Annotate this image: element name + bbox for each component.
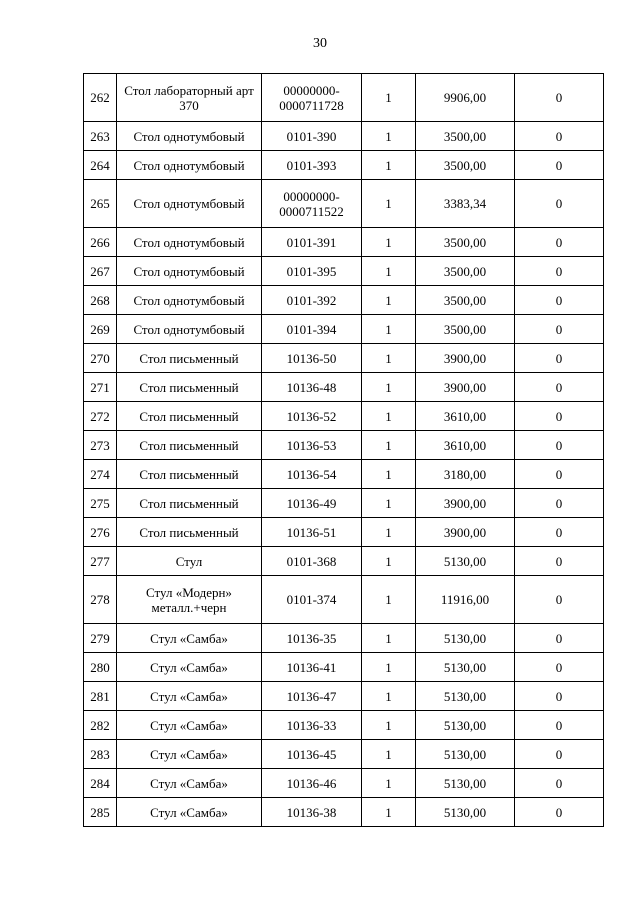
residual-value-cell: 0 [515, 151, 604, 180]
quantity-cell: 1 [362, 257, 416, 286]
inventory-code-cell: 10136-54 [262, 460, 362, 489]
inventory-code-cell: 10136-46 [262, 769, 362, 798]
quantity-cell: 1 [362, 576, 416, 624]
inventory-code-cell: 10136-48 [262, 373, 362, 402]
inventory-code-cell: 0101-392 [262, 286, 362, 315]
residual-value-cell: 0 [515, 315, 604, 344]
row-number-cell: 262 [84, 74, 117, 122]
item-name-cell: Стул «Самба» [117, 740, 262, 769]
row-number-cell: 270 [84, 344, 117, 373]
quantity-cell: 1 [362, 315, 416, 344]
residual-value-cell: 0 [515, 576, 604, 624]
residual-value-cell: 0 [515, 518, 604, 547]
residual-value-cell: 0 [515, 798, 604, 827]
table-row [84, 151, 604, 180]
table-row [84, 344, 604, 373]
residual-value-cell: 0 [515, 122, 604, 151]
item-name-cell: Стол письменный [117, 518, 262, 547]
quantity-cell: 1 [362, 74, 416, 122]
inventory-code-cell: 10136-38 [262, 798, 362, 827]
residual-value-cell: 0 [515, 711, 604, 740]
item-name-cell: Стул [117, 547, 262, 576]
item-name-cell: Стол письменный [117, 402, 262, 431]
item-name-cell: Стул «Самба» [117, 769, 262, 798]
row-number-cell: 263 [84, 122, 117, 151]
inventory-code-cell: 0101-393 [262, 151, 362, 180]
item-name-cell: Стол письменный [117, 373, 262, 402]
table-row [84, 769, 604, 798]
quantity-cell: 1 [362, 431, 416, 460]
row-number-cell: 266 [84, 228, 117, 257]
quantity-cell: 1 [362, 228, 416, 257]
table-row [84, 402, 604, 431]
row-number-cell: 279 [84, 624, 117, 653]
price-cell: 9906,00 [416, 74, 515, 122]
inventory-code-cell: 0101-368 [262, 547, 362, 576]
item-name-cell: Стол лабораторный арт 370 [117, 74, 262, 122]
table-row [84, 489, 604, 518]
row-number-cell: 285 [84, 798, 117, 827]
price-cell: 5130,00 [416, 711, 515, 740]
price-cell: 3383,34 [416, 180, 515, 228]
row-number-cell: 264 [84, 151, 117, 180]
item-name-cell: Стол письменный [117, 489, 262, 518]
residual-value-cell: 0 [515, 653, 604, 682]
quantity-cell: 1 [362, 151, 416, 180]
price-cell: 3500,00 [416, 151, 515, 180]
table-row [84, 74, 604, 122]
table-row [84, 286, 604, 315]
row-number-cell: 276 [84, 518, 117, 547]
item-name-cell: Стол однотумбовый [117, 286, 262, 315]
table-row [84, 228, 604, 257]
inventory-code-cell: 0101-390 [262, 122, 362, 151]
row-number-cell: 275 [84, 489, 117, 518]
quantity-cell: 1 [362, 122, 416, 151]
quantity-cell: 1 [362, 489, 416, 518]
inventory-code-cell: 10136-51 [262, 518, 362, 547]
row-number-cell: 273 [84, 431, 117, 460]
inventory-code-cell: 0101-395 [262, 257, 362, 286]
item-name-cell: Стол однотумбовый [117, 180, 262, 228]
page-number: 30 [313, 36, 327, 51]
residual-value-cell: 0 [515, 286, 604, 315]
quantity-cell: 1 [362, 373, 416, 402]
item-name-cell: Стул «Самба» [117, 682, 262, 711]
price-cell: 3900,00 [416, 373, 515, 402]
quantity-cell: 1 [362, 769, 416, 798]
quantity-cell: 1 [362, 460, 416, 489]
residual-value-cell: 0 [515, 682, 604, 711]
item-name-cell: Стол однотумбовый [117, 151, 262, 180]
table-row [84, 180, 604, 228]
quantity-cell: 1 [362, 402, 416, 431]
table-row [84, 740, 604, 769]
item-name-cell: Стол письменный [117, 344, 262, 373]
table-row [84, 518, 604, 547]
residual-value-cell: 0 [515, 740, 604, 769]
residual-value-cell: 0 [515, 431, 604, 460]
inventory-table-body [84, 74, 604, 827]
price-cell: 3610,00 [416, 402, 515, 431]
price-cell: 3900,00 [416, 344, 515, 373]
item-name-cell: Стул «Самба» [117, 711, 262, 740]
price-cell: 11916,00 [416, 576, 515, 624]
inventory-table [83, 73, 604, 827]
price-cell: 3500,00 [416, 257, 515, 286]
row-number-cell: 283 [84, 740, 117, 769]
inventory-code-cell: 0101-394 [262, 315, 362, 344]
price-cell: 5130,00 [416, 740, 515, 769]
table-row [84, 624, 604, 653]
inventory-code-cell: 10136-33 [262, 711, 362, 740]
item-name-cell: Стол однотумбовый [117, 122, 262, 151]
item-name-cell: Стул «Самба» [117, 798, 262, 827]
table-row [84, 431, 604, 460]
price-cell: 5130,00 [416, 682, 515, 711]
row-number-cell: 271 [84, 373, 117, 402]
inventory-code-cell: 10136-47 [262, 682, 362, 711]
row-number-cell: 274 [84, 460, 117, 489]
item-name-cell: Стол однотумбовый [117, 228, 262, 257]
inventory-code-cell: 10136-41 [262, 653, 362, 682]
row-number-cell: 282 [84, 711, 117, 740]
quantity-cell: 1 [362, 740, 416, 769]
price-cell: 5130,00 [416, 547, 515, 576]
residual-value-cell: 0 [515, 228, 604, 257]
row-number-cell: 280 [84, 653, 117, 682]
item-name-cell: Стол однотумбовый [117, 257, 262, 286]
quantity-cell: 1 [362, 711, 416, 740]
residual-value-cell: 0 [515, 547, 604, 576]
inventory-code-cell: 10136-45 [262, 740, 362, 769]
inventory-code-cell: 10136-49 [262, 489, 362, 518]
row-number-cell: 265 [84, 180, 117, 228]
residual-value-cell: 0 [515, 344, 604, 373]
table-row [84, 576, 604, 624]
item-name-cell: Стол письменный [117, 460, 262, 489]
price-cell: 5130,00 [416, 769, 515, 798]
price-cell: 3900,00 [416, 518, 515, 547]
table-row [84, 682, 604, 711]
price-cell: 3500,00 [416, 315, 515, 344]
inventory-code-cell: 10136-53 [262, 431, 362, 460]
price-cell: 3900,00 [416, 489, 515, 518]
residual-value-cell: 0 [515, 489, 604, 518]
quantity-cell: 1 [362, 344, 416, 373]
item-name-cell: Стол письменный [117, 431, 262, 460]
row-number-cell: 269 [84, 315, 117, 344]
residual-value-cell: 0 [515, 769, 604, 798]
quantity-cell: 1 [362, 180, 416, 228]
item-name-cell: Стол однотумбовый [117, 315, 262, 344]
table-row [84, 315, 604, 344]
table-row [84, 373, 604, 402]
row-number-cell: 284 [84, 769, 117, 798]
residual-value-cell: 0 [515, 624, 604, 653]
row-number-cell: 268 [84, 286, 117, 315]
residual-value-cell: 0 [515, 257, 604, 286]
item-name-cell: Стул «Модерн» металл.+черн [117, 576, 262, 624]
table-row [84, 547, 604, 576]
quantity-cell: 1 [362, 653, 416, 682]
item-name-cell: Стул «Самба» [117, 624, 262, 653]
inventory-code-cell: 10136-50 [262, 344, 362, 373]
quantity-cell: 1 [362, 547, 416, 576]
row-number-cell: 277 [84, 547, 117, 576]
quantity-cell: 1 [362, 518, 416, 547]
quantity-cell: 1 [362, 624, 416, 653]
inventory-code-cell: 0101-374 [262, 576, 362, 624]
residual-value-cell: 0 [515, 402, 604, 431]
residual-value-cell: 0 [515, 373, 604, 402]
price-cell: 3500,00 [416, 122, 515, 151]
price-cell: 5130,00 [416, 798, 515, 827]
inventory-code-cell: 0101-391 [262, 228, 362, 257]
price-cell: 5130,00 [416, 653, 515, 682]
quantity-cell: 1 [362, 682, 416, 711]
row-number-cell: 278 [84, 576, 117, 624]
price-cell: 5130,00 [416, 624, 515, 653]
price-cell: 3500,00 [416, 228, 515, 257]
price-cell: 3180,00 [416, 460, 515, 489]
residual-value-cell: 0 [515, 180, 604, 228]
price-cell: 3610,00 [416, 431, 515, 460]
residual-value-cell: 0 [515, 460, 604, 489]
item-name-cell: Стул «Самба» [117, 653, 262, 682]
table-row [84, 653, 604, 682]
residual-value-cell: 0 [515, 74, 604, 122]
table-row [84, 711, 604, 740]
row-number-cell: 272 [84, 402, 117, 431]
inventory-code-cell: 00000000-0000711522 [262, 180, 362, 228]
inventory-code-cell: 10136-52 [262, 402, 362, 431]
quantity-cell: 1 [362, 798, 416, 827]
price-cell: 3500,00 [416, 286, 515, 315]
table-row [84, 257, 604, 286]
table-row [84, 798, 604, 827]
table-row [84, 122, 604, 151]
inventory-code-cell: 00000000-0000711728 [262, 74, 362, 122]
inventory-code-cell: 10136-35 [262, 624, 362, 653]
row-number-cell: 281 [84, 682, 117, 711]
quantity-cell: 1 [362, 286, 416, 315]
row-number-cell: 267 [84, 257, 117, 286]
table-row [84, 460, 604, 489]
